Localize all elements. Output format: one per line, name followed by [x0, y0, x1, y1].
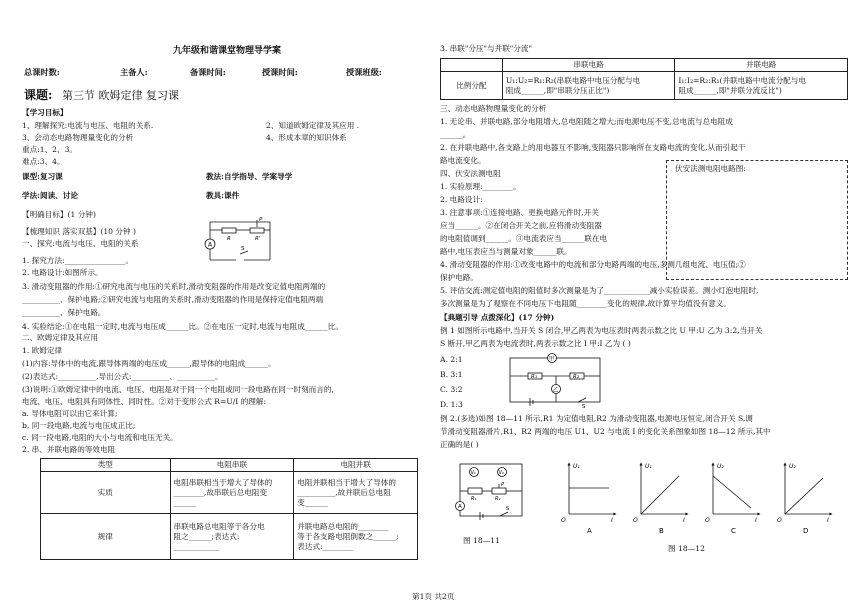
circuit-diagram-1 [200, 212, 280, 262]
graphs-18-12 [555, 458, 845, 536]
graph-a-axis-x: I [611, 517, 613, 524]
goal-4: 4、形成本章的知识体系 [266, 133, 347, 142]
equivalent-resistance-heading: 2. 串、并联电路的等效电阻 [22, 445, 116, 454]
example-2-a: 例 2.(多选)如图 18—11 所示,R1 为定值电阻,R2 为滑动变阻器,电源电压恒定,闭合开关 S,调 [440, 414, 753, 423]
item-3-line-a: 3. 滑动变阻器的作用:①研究电流与电压的关系时,滑动变阻器的作用是改变定值电阻两端的 [22, 282, 326, 291]
voltammetry-heading: 四、伏安法测电阻 [440, 169, 501, 178]
dynamic-circuit-heading: 三、动态电路物理量变化的分析 [440, 104, 547, 113]
table-row-rule-label: 规律 [41, 514, 171, 560]
meta-class-time: 授课时间: [262, 67, 298, 77]
meta-total-hours: 总课时数: [24, 67, 60, 77]
ratio-row-label: 比例分配 [441, 72, 503, 100]
dynamic-1-b: ______。 [440, 130, 471, 139]
ratio-cell-parallel: I₁:I₂=R₂:R₁(并联电路中电流分配与电 阻成______,即"并联分流反比") [675, 72, 848, 100]
teaching-method: 教法:自学指导、学案导学 [206, 172, 293, 181]
section-1-heading: 一、探究:电流与电压、电阻的关系 [22, 239, 139, 248]
section-2-heading: 二、欧姆定律及其应用 [22, 333, 98, 342]
goals-heading: 【学习目标】 [22, 108, 68, 117]
rheostat-role-a: 4. 滑动变阻器的作用:①改变电路中的电流和部分电路两端的电压,多测几组电流、电压值;② [440, 260, 746, 269]
dynamic-2-b: 路电流变化。 [440, 156, 486, 165]
graph-letter-c: C [731, 527, 736, 535]
graph-d-origin: O [777, 517, 782, 524]
section-3-split-heading: 3. 串联"分压"与并联"分流" [440, 44, 532, 53]
study-method: 学法:阅读、讨论 [22, 191, 78, 200]
example-1-option-c: C. 3:2 [440, 385, 463, 394]
key-points: 重点:1、2、3。 [22, 145, 78, 154]
ratio-table [440, 58, 848, 100]
item-2-design: 2. 电路设计:如图所示。 [22, 268, 103, 277]
meta-class: 授课班级: [346, 67, 382, 77]
table-cell-series-rule: 串联电路总电阻等于各分电 阻之______;表达式: ____________ [170, 514, 294, 560]
voltmeter-v2-label: V₂ [498, 470, 504, 476]
ratio-cell-series: U₁:U₂=R₁:R₂(串联电路中电压分配与电 阻成______,即"串联分压正比") [502, 72, 675, 100]
resistor-r1-label: R₁ [471, 496, 477, 502]
voltammetry-design: 2. 电路设计: [440, 195, 483, 204]
switch-s-label: S [582, 404, 586, 410]
switch-s-label: S [241, 246, 245, 252]
guide-heading: 【典题引导 点拨深化】(17 分钟) [440, 313, 555, 322]
ammeter-label: A [458, 504, 462, 510]
voltammetry-notes-c: 的电阻值调到______。③电流表应当______联在电 [440, 234, 608, 243]
resistor-r1-label: R₁ [531, 374, 538, 380]
course-type: 课型:复习课 [22, 172, 63, 181]
evaluation-b: 多次测量是为了观察在不同电压下电阻随________变化的规律,故计算平均值没有意义。 [440, 299, 731, 308]
goal-1: 1、理解探究:电流与电压、电阻的关系. [22, 121, 154, 130]
example-1-option-a: A. 2:1 [440, 355, 463, 364]
graph-b [641, 464, 687, 514]
doc-title: 九年级和谐课堂物理导学案 [173, 46, 282, 56]
goal-3: 3、会动态电路物理量变化的分析 [22, 133, 134, 142]
option-c: c. 同一段电路,电阻的大小与电流和电压无关。 [22, 433, 178, 442]
graph-b-origin: O [633, 517, 638, 524]
ammeter-label: A [208, 241, 213, 249]
ohm-law-heading: 1. 欧姆定律 [22, 346, 63, 355]
option-b: b. 同一段电路,电流与电压成正比; [22, 421, 136, 430]
switch-s-label: S [506, 506, 510, 512]
example-1-option-d: D. 1:3 [440, 400, 463, 409]
clear-goal: 【明确目标】(1 分钟) [22, 210, 96, 219]
graph-a [569, 464, 615, 514]
item-1-method: 1. 探究方法:________________。 [22, 256, 133, 265]
voltammetry-principle: 1. 实验原理:________。 [440, 182, 521, 191]
circuit-box-label: 伏安法测电阻电路图: [675, 164, 746, 173]
example-1-b: S 断开,甲乙两表为电流表时,两表示数之比 I 甲:I 乙为 ( ) [440, 339, 631, 348]
circuit-diagram-18-11 [446, 458, 530, 522]
meta-prep-time: 备课时间: [190, 67, 226, 77]
goal-2: 2、知道欧姆定律及其应用 . [266, 121, 360, 130]
graph-letter-b: B [659, 527, 664, 535]
teaching-aids: 教具:课件 [206, 191, 240, 200]
graph-c-origin: O [705, 517, 710, 524]
item-3-line-b: __________、保护电路;②研究电流与电阻的关系时,滑动变阻器的作用是保持定值电阻两端 [22, 295, 324, 304]
graph-d-axis-y: U₂ [789, 463, 796, 470]
example-1-option-b: B. 3:1 [440, 370, 463, 379]
graph-c-axis-x: I [755, 517, 757, 524]
figure-18-12-caption: 图 18—12 [668, 544, 705, 553]
ratio-header-series: 串联电路 [502, 59, 675, 72]
resistor-r2-label: R₂ [573, 374, 580, 380]
figure-18-11-caption: 图 18—11 [463, 536, 500, 545]
evaluation-a: 5. 评估交流:测定值电阻的阻值时多次测量是为了____________减小实验误差。测小灯泡电阻时, [440, 286, 759, 295]
resistor-r2-label: R₂ [495, 496, 501, 502]
difficult-points: 难点:3、4。 [22, 157, 65, 166]
graph-a-origin: O [561, 517, 566, 524]
resistor-r-label: R [227, 236, 231, 242]
slider-p-label: P [259, 217, 263, 223]
graph-letter-d: D [803, 527, 809, 535]
dynamic-1-a: 1. 无论串、并联电路,部分电阻增大,总电阻随之增大;而电源电压不变,总电流与总电阻成 [440, 117, 733, 126]
lesson-title: 第三节 欧姆定律 复习课 [62, 89, 179, 102]
page-footer: 第1页 共2页 [412, 592, 455, 601]
rheostat-role-b: 保护电路。 [440, 273, 478, 282]
graph-b-axis-y: U₁ [645, 463, 652, 470]
voltammetry-notes-a: 3. 注意事项:①连接电路、更换电路元件时,开关 [440, 208, 599, 217]
graph-a-axis-y: U₁ [573, 463, 580, 470]
table-header-parallel: 电阻并联 [294, 459, 418, 472]
table-cell-parallel-essence: 电阻并联相当于增大了导体的 __________,故并联后总电阻 变______ [294, 472, 418, 514]
example-2-b: 节滑动变阻器滑片,R1、R2 两端的电压 U1、U2 与电流 I 的变化关系图象如图 18—12 所示,其中 [440, 427, 771, 436]
table-cell-series-essence: 电阻串联相当于增大了导体的 ________,故串联后总电阻变 ______ [170, 472, 294, 514]
example-2-c: 正确的是( ) [440, 440, 479, 449]
table-header-type: 类型 [41, 459, 171, 472]
table-row-essence-label: 实质 [41, 472, 171, 514]
option-a: a. 导体电阻可以由它来计算; [22, 409, 118, 418]
review-heading: 【梳理知识 落实双基】(10 分钟 ) [22, 227, 136, 236]
graph-b-axis-x: I [683, 517, 685, 524]
ohm-law-note-a: (3)说明:①欧姆定律中的电流、电压、电阻是对于同一个电阻或同一段电路在同一时刻而言的, [22, 385, 334, 394]
item-4-conclusion: 4. 实验结论:①在电阻一定时,电流与电压成______比。②在电压一定时,电流与电阻成______比。 [22, 322, 343, 331]
table-cell-parallel-rule: 并联电路总电阻的________ 等于各支路电阻倒数之______; 表达式:________ [294, 514, 418, 560]
voltammetry-notes-d: 路中,电压表应当与测量对象______联。 [440, 247, 572, 256]
graph-letter-a: A [587, 527, 592, 535]
lesson-label: 课题: [24, 88, 53, 102]
voltmeter-v1-label: V₁ [470, 470, 476, 476]
ohm-law-expression: (2)表达式:__________,导出公式:__________、__________。 [22, 372, 223, 381]
ratio-header-parallel: 并联电路 [675, 59, 848, 72]
example-1-a: 例 1 如图所示电路中,当开关 S 闭合,甲乙两表为电压表时两表示数之比 U 甲:U 乙为 3:2,当开关 [440, 326, 763, 335]
meter-yi-label: 乙 [553, 387, 559, 394]
voltammetry-notes-b: 应当______。②在闭合开关之前,应将滑动变阻器 [440, 221, 602, 230]
item-3-line-c: __________、保护电路。 [22, 308, 106, 317]
rheostat-label: R' [255, 236, 261, 242]
table-header-series: 电阻串联 [170, 459, 294, 472]
ohm-law-content: (1)内容:导体中的电流,跟导体两端的电压成______,跟导体的电阻成______。 [22, 359, 276, 368]
resistance-table [40, 458, 418, 560]
graph-d-axis-x: I [827, 517, 829, 524]
graph-c [713, 464, 759, 514]
circuit-diagram-example-1 [500, 352, 610, 410]
meter-jia-label: 甲 [549, 356, 555, 363]
meta-author: 主备人: [120, 67, 148, 77]
graph-c-axis-y: U₂ [717, 463, 724, 470]
slider-p-label: P [501, 482, 505, 488]
ohm-law-note-b: 电流、电压、电阻具有同体性、同时性。②对于变形公式 R=U/I 的理解: [22, 397, 267, 406]
graph-d [785, 464, 831, 514]
dynamic-2-a: 2. 在并联电路中,各支路上的用电器互不影响,变阻器只影响所在支路电流的变化,从而引起干 [440, 143, 746, 152]
